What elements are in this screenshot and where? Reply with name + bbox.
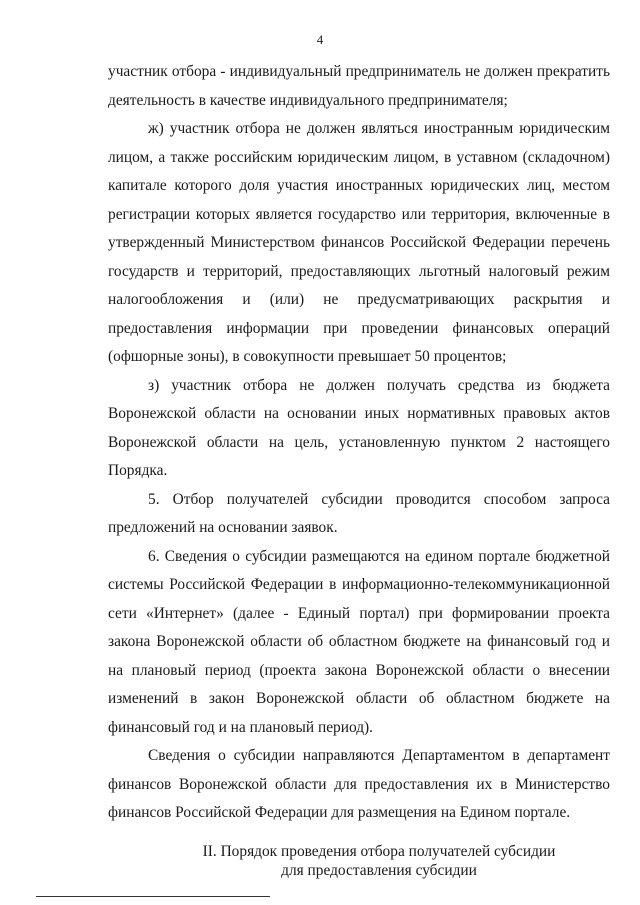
section-heading-line-2: для предоставления субсидии (281, 861, 477, 879)
paragraph-clause-5: 5. Отбор получателей субсидии проводится способом запроса предложений на основании заявок. (108, 490, 610, 536)
footnote-divider (36, 896, 270, 897)
paragraph-item-z: з) участник отбора не должен получать средства из бюджета Воронежской области на основании иных нормативных правовых актов Воронежской области на цель, установленную пунктом 2 настоящего Порядка. (108, 376, 610, 479)
page-number: 4 (316, 32, 324, 47)
document-body (108, 58, 610, 880)
paragraph-continuation: участник отбора - индивидуальный предприниматель не должен прекратить деятельность в качестве индивидуального предпринимателя; (108, 63, 610, 109)
section-heading (108, 842, 610, 880)
section-heading-line-1: II. Порядок проведения отбора получателей субсидии (202, 842, 556, 860)
paragraph-item-zh: ж) участник отбора не должен являться иностранным юридическим лицом, а также российским юридическим лицом, в уставном (складочном) капитале которого доля участия иностранных юридических лиц, местом регистрации которых является государство или территория, включенные в утвержденный Министерством финансов Российской Федерации перечень государств и территорий, предоставляющих льготный налоговый режим налогообложения и (или) не предусматривающих раскрытия и предоставления информации при проведении финансовых операций (офшорные зоны), в совокупности превышает 50 процентов; (108, 120, 610, 365)
paragraph-clause-6: 6. Сведения о субсидии размещаются на едином портале бюджетной системы Российской Федерации в информационно-телекоммуникационной сети «Интернет» (далее - Единый портал) при формировании проекта закона Воронежской области об областном бюджете на финансовый год и на плановый период (проекта закона Воронежской области о внесении изменений в закон Воронежской области об областном бюджете на финансовый год и на плановый период). (108, 547, 610, 736)
paragraph-clause-6-continued: Сведения о субсидии направляются Департаментом в департамент финансов Воронежской области для предоставления их в Министерство финансов Российской Федерации для размещения на Едином портале. (108, 747, 610, 821)
